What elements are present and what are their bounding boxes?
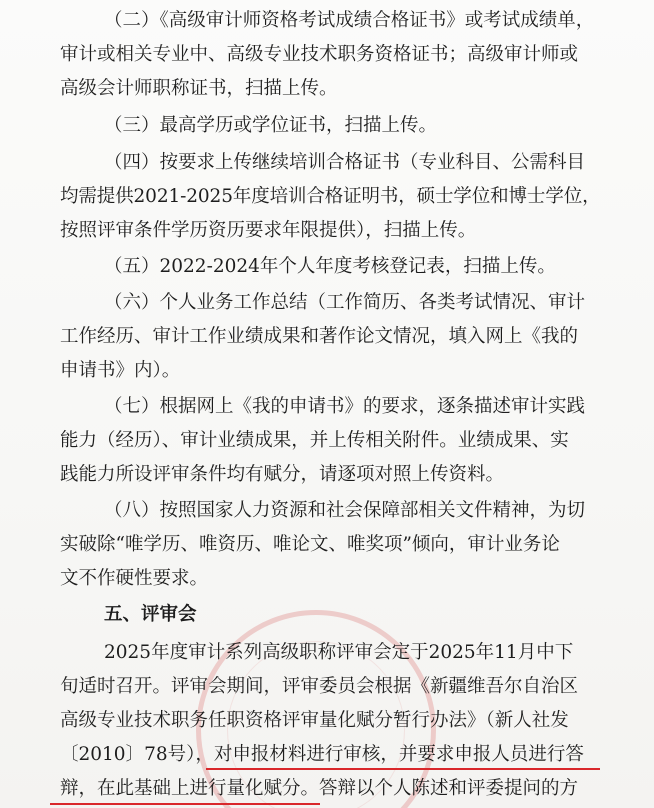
section-heading: 五、评审会 (104, 604, 197, 625)
text-line: （二）《高级审计师资格考试成绩合格证书》或考试成绩单， (104, 10, 595, 31)
text-line: 均需提供2021-2025年度培训合格证明书，硕士学位和博士学位， (60, 186, 601, 207)
text-line: （八）按照国家人力资源和社会保障部相关文件精神，为切 (104, 500, 586, 521)
text-line: 旬适时召开。评审会期间，评审委员会根据《新疆维吾尔自治区 (60, 676, 579, 697)
text-line: 2025年度审计系列高级职称评审会定于2025年11月中下 (104, 642, 574, 663)
text-line: 高级会计师职称证书，扫描上传。 (60, 78, 338, 99)
text-line: （五）2022-2024年个人年度考核登记表，扫描上传。 (104, 256, 556, 277)
text-line: 审计或相关专业中、高级专业技术职务资格证书；高级审计师或 (60, 44, 579, 65)
text-line: 高级专业技术职务任职资格评审量化赋分暂行办法》（新人社发 (60, 710, 569, 731)
text-line: 辩，在此基础上进行量化赋分。答辩以个人陈述和评委提问的方 (60, 778, 579, 799)
text-line: 实破除“唯学历、唯资历、唯论文、唯奖项”倾向，审计业务论 (60, 534, 560, 555)
text-line: 按照评审条件学历资历要求年限提供），扫描上传。 (60, 220, 477, 241)
text-line: 践能力所设评审条件均有赋分，请逐项对照上传资料。 (60, 464, 505, 485)
text-line: （三）最高学历或学位证书，扫描上传。 (104, 115, 438, 136)
text-line: 工作经历、审计工作业绩成果和著作论文情况，填入网上《我的 (60, 326, 579, 347)
text-line: （七）根据网上《我的申请书》的要求，逐条描述审计实践 (104, 396, 586, 417)
text-line: 能力（经历）、审计业绩成果，并上传相关附件。业绩成果、实 (60, 430, 569, 451)
text-line: 申请书》内）。 (60, 360, 181, 381)
text-line: 〔2010〕78号），对申报材料进行审核，并要求申报人员进行答 (60, 744, 584, 765)
red-underline-mark (206, 768, 600, 770)
text-line: （四）按要求上传继续培训合格证书（专业科目、公需科目 (104, 152, 586, 173)
text-line: 文不作硬性要求。 (60, 568, 209, 589)
text-line: （六）个人业务工作总结（工作简历、各类考试情况、审计 (104, 292, 586, 313)
red-underline-mark (50, 803, 320, 805)
